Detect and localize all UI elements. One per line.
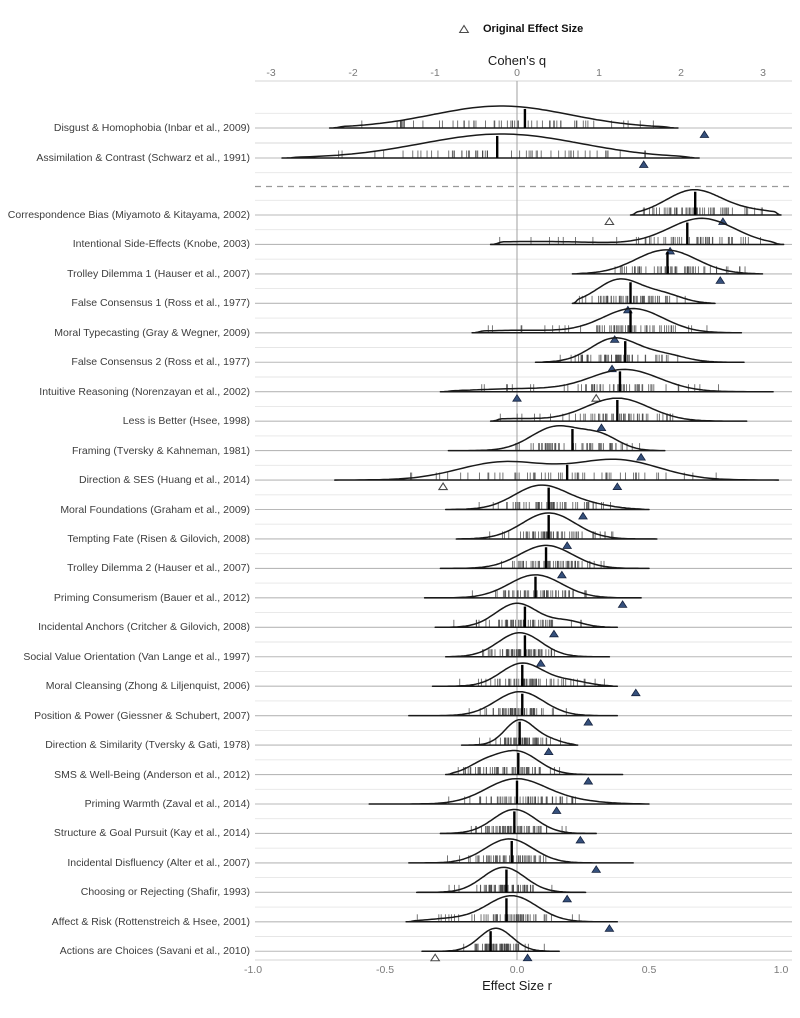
original-effect-size-marker-filled xyxy=(550,630,558,637)
row-label: Less is Better (Hsee, 1998) xyxy=(122,415,250,428)
row-label: Framing (Tversky & Kahneman, 1981) xyxy=(72,444,250,457)
row-label: Disgust & Homophobia (Inbar et al., 2009) xyxy=(53,122,250,134)
density-curve xyxy=(448,426,664,451)
top-axis-tick-label: -2 xyxy=(348,67,358,79)
density-curve xyxy=(491,398,747,421)
row-label: Intuitive Reasoning (Norenzayan et al., 2002) xyxy=(39,385,250,398)
original-effect-size-marker-filled xyxy=(716,277,724,284)
original-effect-size-marker-filled xyxy=(513,395,521,402)
density-curve xyxy=(425,575,641,598)
original-effect-size-marker-filled xyxy=(579,513,587,520)
row-label: Position & Power (Giessner & Schubert, 2007) xyxy=(34,709,250,722)
original-effect-size-marker-filled xyxy=(605,925,613,932)
top-axis-tick-label: 1 xyxy=(596,67,602,79)
original-effect-size-marker-open xyxy=(431,954,439,961)
density-curve xyxy=(435,603,617,627)
row-label: Moral Foundations (Graham et al., 2009) xyxy=(60,503,250,516)
original-effect-size-marker-filled xyxy=(584,778,592,785)
row-label: Choosing or Rejecting (Shafir, 1993) xyxy=(80,886,250,899)
bottom-axis-tick-label: 0.5 xyxy=(641,964,657,976)
density-curve xyxy=(282,134,699,158)
original-effect-size-marker-open xyxy=(592,395,600,402)
original-effect-size-marker-filled xyxy=(563,542,571,549)
bottom-axis-tick-label: 1.0 xyxy=(773,964,789,976)
original-effect-size-marker-filled xyxy=(558,571,566,578)
original-effect-size-marker-filled xyxy=(637,454,645,461)
density-curve xyxy=(409,839,633,863)
row-label: Direction & SES (Huang et al., 2014) xyxy=(78,474,250,487)
original-effect-size-marker-filled xyxy=(597,424,605,431)
row-label: Structure & Goal Pursuit (Kay et al., 2014) xyxy=(53,827,250,840)
density-curve xyxy=(440,545,649,568)
original-effect-size-marker-filled xyxy=(618,601,626,608)
row-label: Incidental Disfluency (Alter et al., 2007) xyxy=(67,856,250,869)
top-axis-tick-label: 0 xyxy=(514,67,520,79)
legend-label: Original Effect Size xyxy=(483,23,584,35)
density-curve xyxy=(335,459,779,480)
original-effect-size-marker-filled xyxy=(584,719,592,726)
original-effect-size-marker-filled xyxy=(523,954,531,961)
original-effect-size-marker-filled xyxy=(552,807,560,814)
row-label: Priming Warmth (Zaval et al., 2014) xyxy=(84,798,250,810)
row-label: Trolley Dilemma 1 (Hauser et al., 2007) xyxy=(67,267,250,280)
row-label: Priming Consumerism (Bauer et al., 2012) xyxy=(53,591,250,604)
row-label: Tempting Fate (Risen & Gilovich, 2008) xyxy=(67,532,250,545)
top-axis-tick-label: -3 xyxy=(266,67,276,79)
density-curve xyxy=(491,218,784,244)
original-effect-size-marker-filled xyxy=(700,131,708,138)
original-effect-size-marker-filled xyxy=(613,483,621,490)
original-effect-size-marker-filled xyxy=(576,836,584,843)
original-effect-size-marker-open xyxy=(605,218,613,225)
row-label: Intentional Side-Effects (Knobe, 2003) xyxy=(72,238,250,251)
density-curve xyxy=(440,810,596,834)
row-label: Affect & Risk (Rottenstreich & Hsee, 2001) xyxy=(51,915,250,928)
density-curve xyxy=(330,106,678,128)
top-axis-tick-label: 3 xyxy=(760,67,766,79)
row-label: Trolley Dilemma 2 (Hauser et al., 2007) xyxy=(67,562,250,575)
row-label: Social Value Orientation (Van Lange et al., 1997) xyxy=(23,650,250,663)
top-axis-title: Cohen's q xyxy=(487,53,547,68)
original-effect-size-marker-filled xyxy=(563,895,571,902)
row-label: Actions are Choices (Savani et al., 2010) xyxy=(59,945,250,958)
density-curve xyxy=(446,633,610,657)
bottom-axis-tick-label: 0.0 xyxy=(509,964,525,976)
original-effect-size-marker-filled xyxy=(632,689,640,696)
bottom-axis-tick-label: -1.0 xyxy=(243,964,263,976)
original-effect-size-marker-filled xyxy=(537,660,545,667)
row-label: Incidental Anchors (Critcher & Gilovich, 2008) xyxy=(38,621,250,634)
original-effect-size-marker-open xyxy=(439,483,447,490)
top-axis-tick-label: -1 xyxy=(430,67,440,79)
density-curve xyxy=(472,309,741,333)
bottom-axis-title: Effect Size r xyxy=(482,978,552,993)
density-curve xyxy=(446,751,623,775)
density-curve xyxy=(440,369,773,391)
row-label: Correspondence Bias (Miyamoto & Kitayama, 2002) xyxy=(7,209,250,221)
row-label: Direction & Similarity (Tversky & Gati, 1978) xyxy=(45,739,250,752)
row-label: Moral Typecasting (Gray & Wegner, 2009) xyxy=(54,326,250,339)
original-effect-size-triangle-icon xyxy=(458,24,470,34)
top-axis-tick-label: 2 xyxy=(678,67,684,79)
original-effect-size-marker-filled xyxy=(640,161,648,168)
row-label: SMS & Well-Being (Anderson et al., 2012) xyxy=(54,768,250,781)
bottom-axis-tick-label: -0.5 xyxy=(375,964,395,976)
row-label: False Consensus 1 (Ross et al., 1977) xyxy=(71,297,250,310)
original-effect-size-marker-filled xyxy=(610,336,618,343)
original-effect-size-marker-filled xyxy=(592,866,600,873)
row-label: False Consensus 2 (Ross et al., 1977) xyxy=(71,356,250,369)
legend xyxy=(458,23,583,35)
original-effect-size-marker-filled xyxy=(544,748,552,755)
row-label: Moral Cleansing (Zhong & Liljenquist, 2006) xyxy=(45,680,250,693)
density-curve xyxy=(536,338,745,363)
row-label: Assimilation & Contrast (Schwarz et al., 1991) xyxy=(36,152,250,164)
